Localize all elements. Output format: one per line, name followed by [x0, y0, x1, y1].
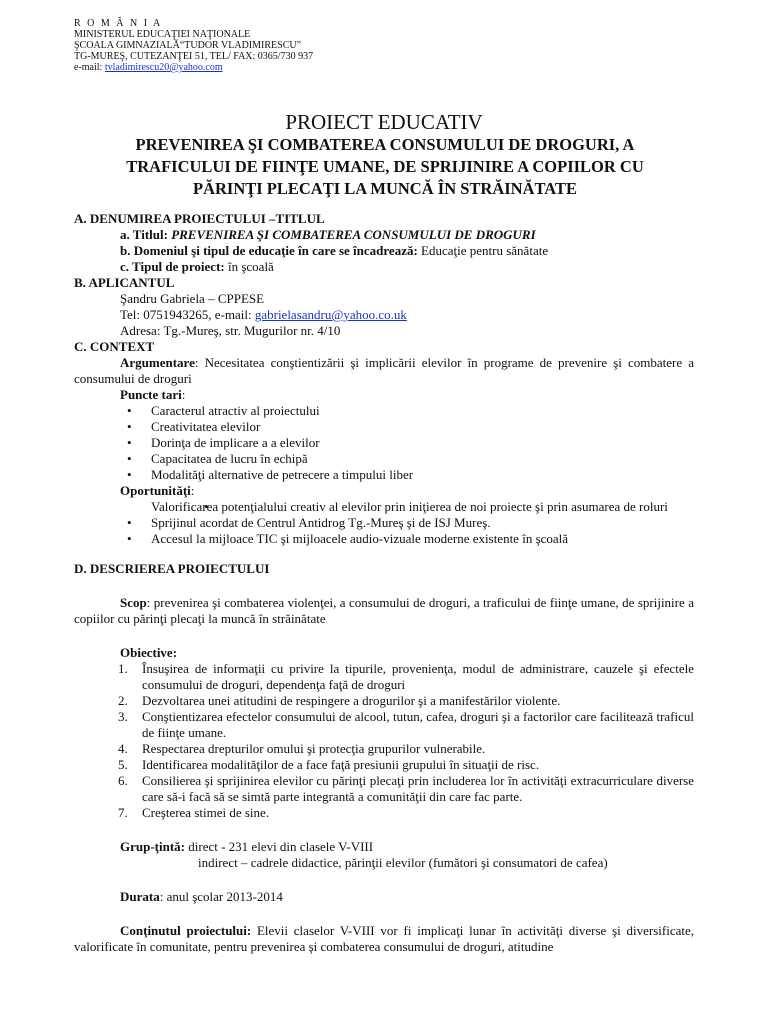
opportunity-item	[74, 499, 694, 515]
argument-label: Argumentare	[120, 355, 195, 370]
letterhead-email-link[interactable]: tvladimirescu20@yahoo.com	[104, 62, 223, 73]
applicant-address: Adresa: Tg.-Mureş, str. Mugurilor nr. 4/10	[120, 323, 341, 338]
objective-item	[74, 773, 694, 805]
section-a-title-row	[74, 227, 694, 243]
section-a-type-row	[74, 259, 694, 275]
objectives-heading: Obiective:	[120, 645, 178, 660]
objective-number: 7.	[118, 805, 128, 820]
duration-label: Durata	[120, 889, 160, 904]
objective-text: Conştientizarea efectelor consumului de alcool, tutun, cafea, droguri şi a factorilor care facilitează traficul de fiinţe umane.	[142, 709, 694, 740]
section-a-domain-row	[74, 243, 694, 259]
objective-text: Respectarea drepturilor omului şi protecţia grupurilor vulnerabile.	[142, 741, 486, 756]
opportunity-item: • Accesul la mijloace TIC şi mijloacele audio-vizuale moderne existente în şcoală	[74, 531, 694, 547]
strength-item: • Dorinţa de implicare a a elevilor	[74, 435, 694, 451]
duration-text: : anul şcolar 2013-2014	[159, 889, 283, 904]
type-label: c. Tipul de proiect:	[120, 259, 225, 274]
opportunities-label: Oportunităţi	[120, 483, 191, 498]
applicant-tel: Tel: 0751943265, e-mail:	[120, 307, 252, 322]
objective-number: 2.	[118, 693, 128, 708]
scope-text: : prevenirea şi combaterea violenţei, a consumului de droguri, a traficului de fiinţe umane, de sprijinire a copiilor cu părinţi plecaţi la muncă în străinătate	[74, 595, 694, 626]
section-d-heading: D. DESCRIEREA PROIECTULUI	[74, 561, 270, 576]
strength-item: • Capacitatea de lucru în echipă	[74, 451, 694, 467]
objective-item	[74, 741, 694, 757]
opportunities-heading: Oportunităţi:	[120, 483, 195, 498]
document-title: PROIECT EDUCATIV	[285, 110, 483, 134]
applicant-contact	[74, 307, 694, 323]
objective-number: 3.	[118, 709, 128, 724]
type-value: în şcoală	[227, 259, 274, 274]
opportunity-text: Valorificarea potenţialului creativ al elevilor prin iniţierea de noi proiecte şi prin asumarea de roluri	[151, 499, 668, 514]
objective-item	[74, 805, 694, 821]
letterhead-country: R O M Â N I A	[74, 18, 163, 29]
target-group-indirect: indirect – cadrele didactice, părinţii elevilor (fumători şi consumatori de cafea)	[198, 855, 608, 870]
strength-item: • Caracterul atractiv al proiectului	[74, 403, 694, 419]
objective-number: 5.	[118, 757, 128, 772]
section-a-heading: A. DENUMIREA PROIECTULUI –TITLUL	[74, 211, 325, 226]
document-body	[74, 211, 694, 955]
objective-text: Dezvoltarea unei atitudini de respingere a drogurilor şi a manifestărilor violente.	[142, 693, 561, 708]
title-value: PREVENIREA ŞI COMBATEREA CONSUMULUI DE DROGURI	[171, 227, 536, 242]
argument-paragraph	[74, 355, 694, 387]
objective-text: Identificarea modalităţilor de a face faţă presiunii grupului în situaţii de risc.	[142, 757, 540, 772]
objective-item	[74, 757, 694, 773]
target-group-label: Grup-ţintă:	[120, 839, 185, 854]
duration-row	[74, 889, 694, 905]
document-subtitle: PREVENIREA ŞI COMBATEREA CONSUMULUI DE DROGURI, A TRAFICULUI DE FIINŢE UMANE, DE SPRIJINIRE A COPIILOR CU PĂRINŢI PLECAŢI LA MUNCĂ ÎN STRĂINĂTATE	[126, 135, 644, 198]
content-paragraph	[74, 923, 694, 955]
objective-item	[74, 693, 694, 709]
domain-value: Educaţie pentru sănătate	[421, 243, 549, 258]
objective-number: 4.	[118, 741, 128, 756]
objective-number: 6.	[118, 773, 128, 788]
letterhead-email-label: e-mail:	[74, 62, 103, 73]
letterhead-ministry: MINISTERUL EDUCAŢIEI NAŢIONALE	[74, 29, 251, 40]
objective-text: Consilierea şi sprijinirea elevilor cu părinţi plecaţi prin includerea lor în activităţi extracurriculare diverse care să-i facă să se simtă parte integrantă a comunităţii din care fac parte.	[142, 773, 694, 804]
letterhead-school: ŞCOALA GIMNAZIALĂ“TUDOR VLADIMIRESCU”	[74, 40, 302, 51]
objective-text: Creşterea stimei de sine.	[142, 805, 270, 820]
applicant-name: Şandru Gabriela – CPPESE	[120, 291, 265, 306]
objective-item	[74, 709, 694, 741]
argument-text: : Necesitatea conştientizării şi implicării elevilor în programe de prevenire şi combatere a consumului de droguri	[74, 355, 694, 386]
target-group-direct	[74, 839, 694, 855]
objective-item	[74, 661, 694, 693]
objective-text: Însuşirea de informaţii cu privire la tipurile, provenienţa, modul de administrare, cauzele şi efectele consumului de droguri, dependenţa faţă de droguri	[142, 661, 694, 692]
content-label: Conţinutul proiectului:	[120, 923, 252, 938]
title-label: a. Titlul:	[120, 227, 168, 242]
scope-paragraph	[74, 595, 694, 627]
section-c-heading: C. CONTEXT	[74, 339, 155, 354]
domain-label: b. Domeniul şi tipul de educaţie în care se încadrează:	[120, 243, 418, 258]
content-text: Elevii claselor V-VIII vor fi implicaţi lunar în activităţi diverse şi diversificate, valorificate în comunitate, pentru prevenirea şi combaterea consumului de droguri, atitudine	[74, 923, 695, 954]
strengths-label: Puncte tari	[120, 387, 182, 402]
scope-label: Scop	[120, 595, 147, 610]
applicant-email-link[interactable]: gabrielasandru@yahoo.co.uk	[254, 307, 407, 322]
section-b-heading: B. APLICANTUL	[74, 275, 175, 290]
letterhead	[74, 18, 313, 73]
strength-item: • Creativitatea elevilor	[74, 419, 694, 435]
letterhead-address: TG-MUREŞ, CUTEZANŢEI 51, TEL/ FAX: 0365/730 937	[74, 51, 314, 62]
strength-item: • Modalităţi alternative de petrecere a timpului liber	[74, 467, 694, 483]
opportunity-item: • Sprijinul acordat de Centrul Antidrog Tg.-Mureş şi de ISJ Mureş.	[74, 515, 694, 531]
strengths-heading: Puncte tari:	[120, 387, 186, 402]
objective-number: 1.	[118, 661, 128, 676]
letterhead-email-line	[74, 62, 313, 73]
target-group-direct-text: direct - 231 elevi din clasele V-VIII	[185, 839, 374, 854]
